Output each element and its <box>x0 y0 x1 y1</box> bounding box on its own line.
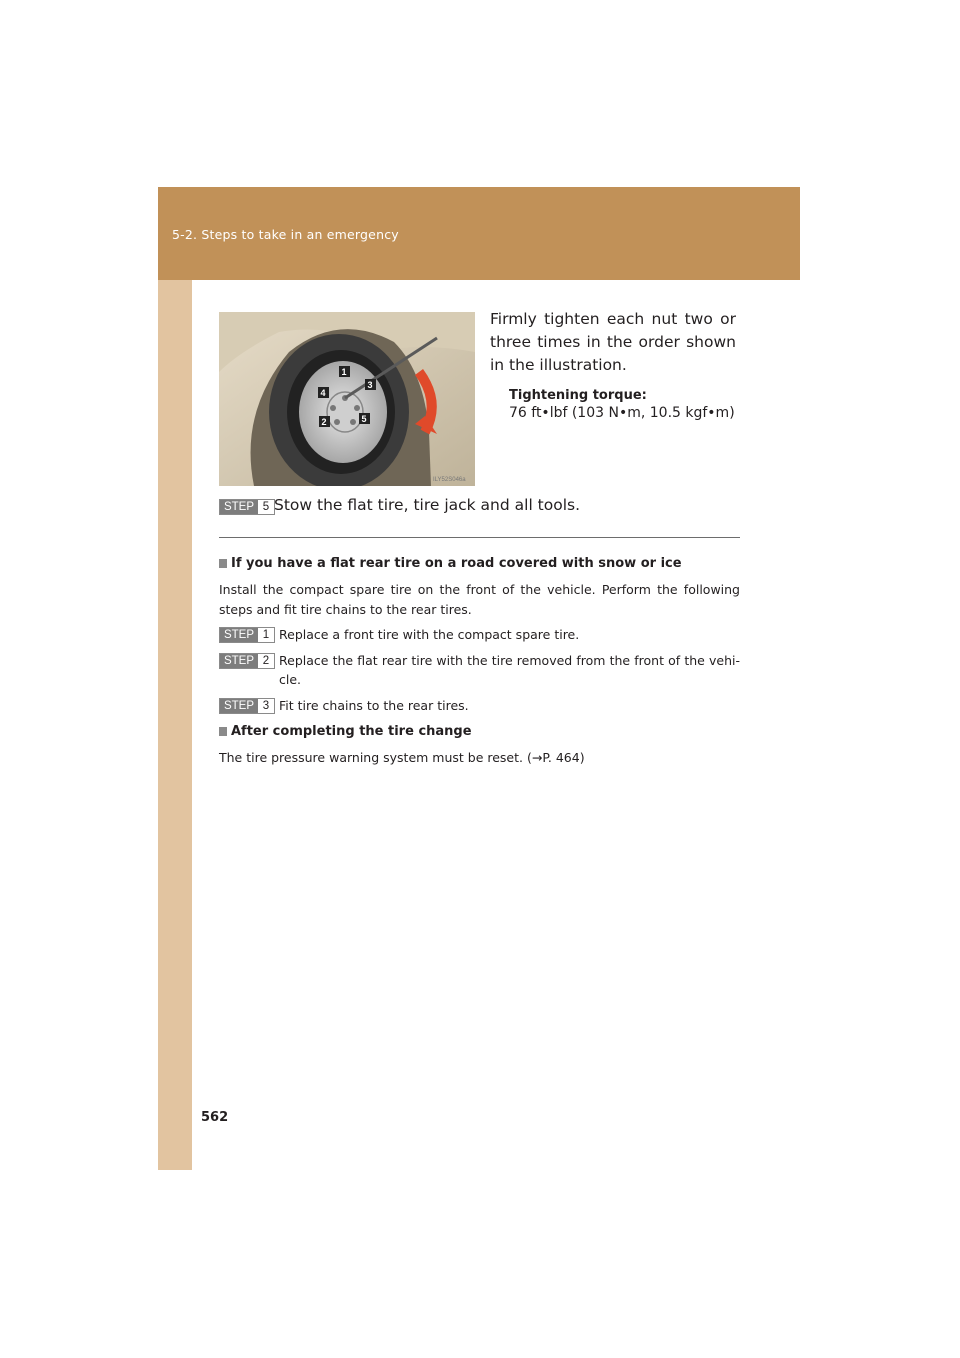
step-badge-number: 5 <box>262 501 270 513</box>
step-badge-3 <box>219 698 275 714</box>
torque-label: Tightening torque: <box>509 388 647 403</box>
side-strip <box>158 280 192 1170</box>
nut-number-5: 5 <box>361 414 367 424</box>
step-badge-number: 3 <box>262 700 270 712</box>
nut-number-1: 1 <box>341 367 347 377</box>
sub-step-3-text: Fit tire chains to the rear tires. <box>279 698 469 713</box>
step-badge-label: STEP <box>220 654 258 668</box>
step-badge-number: 1 <box>262 629 270 641</box>
step-badge-label: STEP <box>220 699 258 713</box>
step-badge-label: STEP <box>220 628 258 642</box>
step-badge-1 <box>219 627 275 643</box>
torque-value: 76 ft•lbf (103 N•m, 10.5 kgf•m) <box>509 405 735 421</box>
step-badge-2 <box>219 653 275 669</box>
page-number: 562 <box>201 1110 229 1125</box>
step-badge-5 <box>219 499 275 515</box>
nut-number-4: 4 <box>320 388 326 398</box>
note-body-after-change: The tire pressure warning system must be reset. (→P. 464) <box>219 750 585 765</box>
nut-number-3: 3 <box>367 380 373 390</box>
divider-rule <box>219 537 740 538</box>
sub-step-1-text: Replace a front tire with the compact spare tire. <box>279 627 580 642</box>
section-title: 5-2. Steps to take in an emergency <box>172 227 399 242</box>
step-badge-number: 2 <box>262 655 270 667</box>
note-heading-text: After completing the tire change <box>231 724 472 739</box>
note-heading-snow-ice <box>219 556 682 571</box>
illustration-code: ILY52S046a <box>433 477 466 483</box>
step5-instruction: Stow the flat tire, tire jack and all tools. <box>274 496 581 514</box>
square-bullet-icon <box>219 727 227 736</box>
step4-instruction: Firmly tighten each nut two or three times in the order shown in the illustration. <box>490 310 736 374</box>
note-heading-after-change <box>219 724 472 739</box>
nut-number-2: 2 <box>321 417 327 427</box>
note-heading-text: If you have a flat rear tire on a road covered with snow or ice <box>231 556 682 571</box>
step-badge-label: STEP <box>220 500 258 514</box>
square-bullet-icon <box>219 559 227 568</box>
note-body-snow-ice: Install the compact spare tire on the front of the vehicle. Perform the following steps and fit tire chains to the rear tires. <box>219 582 740 617</box>
wheel-nut-illustration <box>219 312 475 486</box>
sub-step-2-text: Replace the flat rear tire with the tire removed from the front of the vehi-cle. <box>279 653 740 687</box>
